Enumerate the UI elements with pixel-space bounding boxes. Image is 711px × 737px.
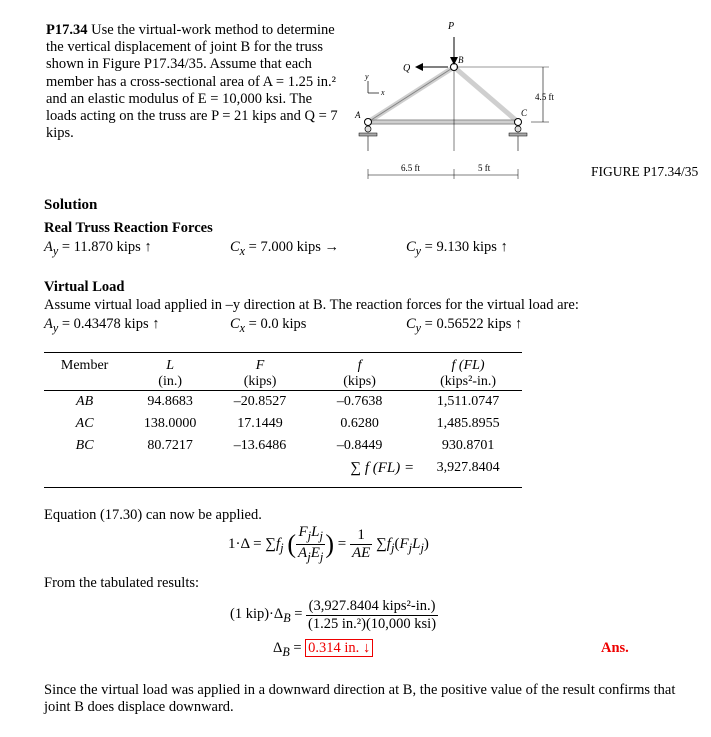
cell: 1,511.0747 <box>414 391 522 414</box>
cell: BC <box>75 438 94 453</box>
equation-1730: $1\cdot\Delta = \sum f_j$ ( $\frac{F_jL_j}{A_jE_j}$ ) = $\frac{1}{AE}$ $\sum f_j(F_jL_j)$ <box>228 524 429 564</box>
cell: –13.6486 <box>233 438 287 453</box>
problem-number: P17.34 <box>46 22 88 38</box>
col-unit: (in.) <box>158 374 183 389</box>
real-cx: $C_x = 7.000$ kips → <box>230 239 340 258</box>
real-cy-value: = 9.130 kips <box>424 239 497 255</box>
label-b: B <box>458 55 464 65</box>
cell: 138.0000 <box>143 416 197 431</box>
cell: 80.7217 <box>147 438 193 453</box>
cell: 1,485.8955 <box>436 416 500 431</box>
from-results: From the tabulated results: <box>44 575 200 591</box>
cell: 94.8683 <box>125 391 215 414</box>
cell: AB <box>44 391 125 414</box>
up-arrow-icon: ↑ <box>144 239 152 255</box>
cell: –0.7638 <box>305 391 414 414</box>
axis-y-label: y <box>365 72 369 81</box>
col-unit: (kips²-in.) <box>414 374 522 391</box>
answer-value: 0.314 in. <box>308 640 360 656</box>
real-cx-value: = 7.000 kips <box>248 239 321 255</box>
virtual-ay-value: = 0.43478 kips <box>61 316 149 332</box>
up-arrow-icon: ↑ <box>152 316 160 332</box>
cell: 930.8701 <box>441 438 495 453</box>
col-header: L <box>166 358 175 373</box>
label-q: Q <box>403 63 411 74</box>
equation-result: (1 $kip)\cdot\Delta_B$ = $\frac{\text{(3,927.8404 kips²-in.)}}{\text{(1.25 in.²)(10,000 ksi)}}$ <box>230 598 437 632</box>
sum-label: ∑ f (FL) = <box>350 459 415 476</box>
ans-label: Ans. <box>601 640 629 656</box>
virtual-cx-value: = 0.0 kips <box>248 316 307 332</box>
virtual-cy: $C_y = 0.56522$ kips ↑ <box>406 316 523 335</box>
col-unit: (kips) <box>343 374 376 389</box>
up-arrow-icon: ↑ <box>515 316 523 332</box>
dim-left-label: 6.5 ft <box>401 163 420 173</box>
problem-text: Use the virtual-work method to determine the vertical displacement of joint B for the truss shown in Figure P17.34/35. Assume that each member has a cross-sectional area of A = 1.25 in.² and an elastic modulus of E = 10,000 ksi. The loads acting on the truss are P = 21 kips and Q = 7 kips. <box>46 22 338 142</box>
cell: 17.1449 <box>237 416 283 431</box>
truss-figure <box>335 15 585 185</box>
dim-height-label: 4.5 ft <box>535 92 554 102</box>
member-table <box>44 355 522 479</box>
axis-x-label: x <box>381 88 385 97</box>
col-header: Member <box>60 358 109 373</box>
label-c: C <box>521 108 528 118</box>
answer-box <box>305 639 373 657</box>
real-ay-value: = 11.870 kips <box>61 239 141 255</box>
up-arrow-icon: ↑ <box>500 239 508 255</box>
cell: AC <box>75 416 94 431</box>
lhs: (1 kip)·Δ <box>230 605 284 622</box>
col-header: f (FL) <box>451 358 485 373</box>
conclusion: Since the virtual load was applied in a downward direction at B, the positive value of the result confirms that joint B does displace downward. <box>44 682 676 715</box>
virtual-text: Assume virtual load applied in –y direction at B. The reaction forces for the virtual load are: <box>44 297 579 313</box>
numerator: (3,927.8404 kips²-in.) <box>306 598 438 616</box>
table-row <box>44 435 522 457</box>
down-arrow-icon: ↓ <box>362 640 371 656</box>
virtual-cy-value: = 0.56522 kips <box>424 316 512 332</box>
sum-row <box>44 457 522 479</box>
real-heading: Real Truss Reaction Forces <box>44 220 213 236</box>
figure-caption: FIGURE P17.34/35 <box>591 164 699 179</box>
table-row <box>44 391 522 414</box>
cell: 0.6280 <box>340 416 379 431</box>
virtual-cx: $C_x = 0.0$ kips <box>230 316 307 335</box>
virtual-heading: Virtual Load <box>44 279 125 295</box>
dim-right-label: 5 ft <box>478 163 491 173</box>
col-unit: (kips) <box>243 374 277 389</box>
right-arrow-icon: → <box>324 239 340 255</box>
label-a: A <box>355 110 361 120</box>
real-ay: $A_y = 11.870$ kips ↑ <box>44 239 152 258</box>
cell: –0.8449 <box>336 438 383 453</box>
virtual-ay: $A_y = 0.43478$ kips ↑ <box>44 316 160 335</box>
label-p: P <box>448 21 455 32</box>
col-unit <box>44 374 125 391</box>
col-header: f <box>357 358 362 373</box>
table-row <box>44 413 522 435</box>
solution-heading: Solution <box>44 197 98 213</box>
problem-statement <box>46 22 346 142</box>
denominator: (1.25 in.²)(10,000 ksi) <box>308 616 437 632</box>
col-header: F <box>255 358 265 373</box>
equation-intro: Equation (17.30) can now be applied. <box>44 507 262 523</box>
final-answer: $\Delta_B = 0.314$ in. ↓ <box>273 640 373 660</box>
sum-value: 3,927.8404 <box>436 460 500 475</box>
real-cy: $C_y = 9.130$ kips ↑ <box>406 239 508 258</box>
cell: –20.8527 <box>215 391 305 414</box>
